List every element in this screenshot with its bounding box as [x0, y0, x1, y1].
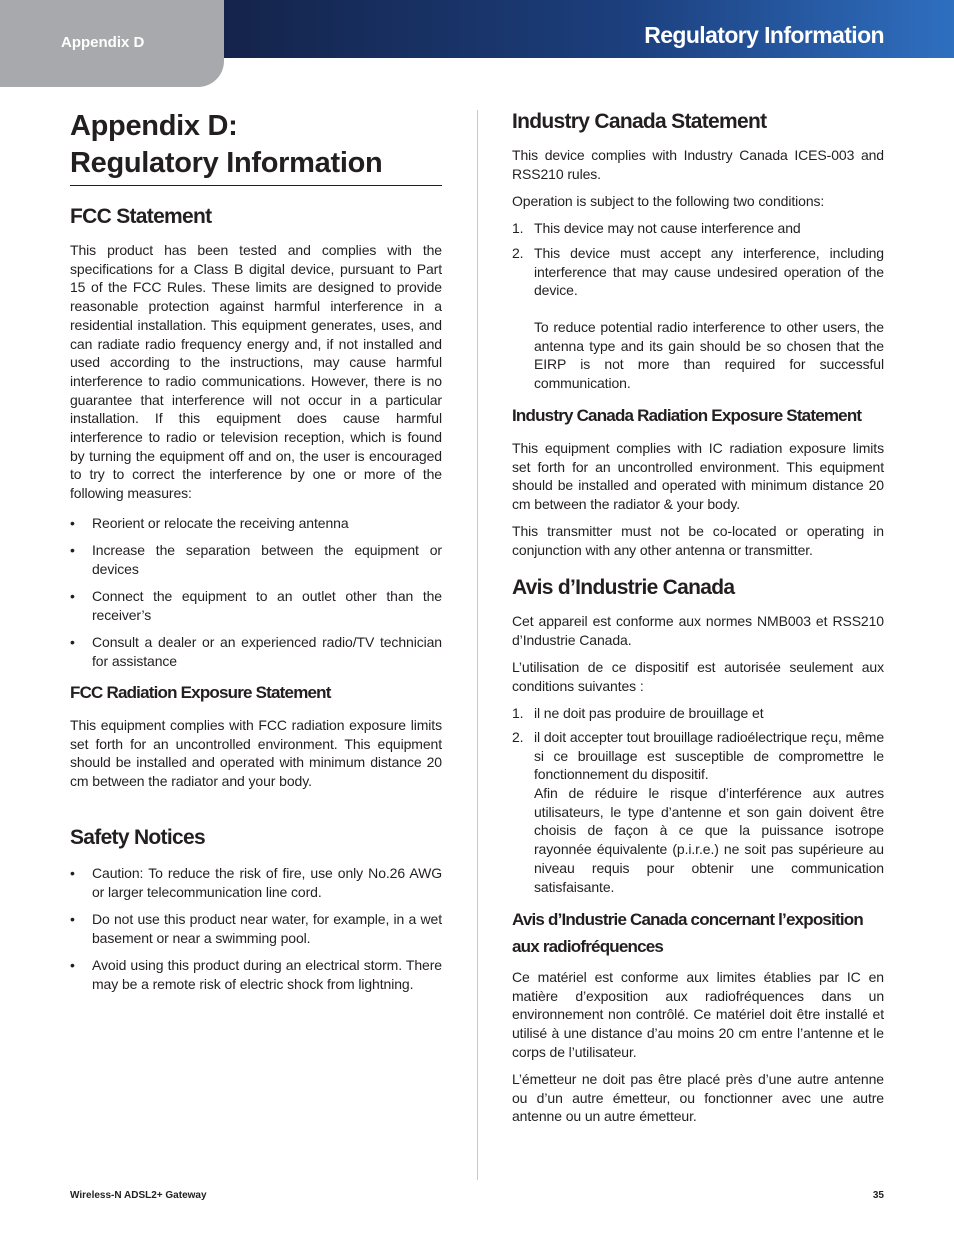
list-item [70, 633, 442, 670]
avis-heading: Avis d’Industrie Canada [512, 576, 735, 599]
list-item-text: Increase the separation between the equipment or devices [92, 542, 442, 577]
list-item-text: il doit accepter tout brouillage radioélectrique reçu, même si ce brouillage est susceptible de compromettre le fonctionnement du dispositif. [534, 729, 884, 783]
avis-radiation-heading-line2: aux radiofréquences [512, 937, 664, 956]
list-item [70, 541, 442, 578]
ic-heading: Industry Canada Statement [512, 110, 767, 133]
list-item-text: Consult a dealer or an experienced radio/TV technician for assistance [92, 634, 442, 669]
ic-radiation-text-1: This equipment complies with IC radiation exposure limits set forth for an uncontrolled environment. This equipment should be installed and operated with minimum distance 20 cm between the radiator & your body. [512, 440, 884, 513]
list-number: 1. [512, 220, 524, 236]
bullet-icon: • [70, 634, 75, 650]
page-title-line2: Regulatory Information [70, 147, 383, 179]
bullet-icon: • [70, 542, 75, 558]
avis-radiation-text-1: Ce matériel est conforme aux limites établies par IC en matière d’exposition aux radiofréquences dans un environnement non contrôlé. Ce matériel doit être installé et utilisé à une distance d’au moins 20 cm entre l’antenne et le corps de l’utilisateur. [512, 969, 884, 1060]
list-item [70, 956, 442, 993]
column-divider [477, 110, 478, 1180]
page-title-line1: Appendix D: [70, 110, 238, 142]
list-item-text: Caution: To reduce the risk of fire, use only No.26 AWG or larger telecommunication line cord. [92, 865, 442, 900]
fcc-radiation-text: This equipment complies with FCC radiation exposure limits set forth for an uncontrolled environment. This equipment should be installed and operated with minimum distance 20 cm between the radiator and your body. [70, 717, 442, 790]
section-tab [0, 0, 224, 87]
section-tab-label: Appendix D [61, 34, 145, 51]
bullet-icon: • [70, 911, 75, 927]
list-number: 1. [512, 705, 524, 721]
list-item-text: Reorient or relocate the receiving antenna [92, 515, 349, 531]
footer-page-number: 35 [872, 1190, 884, 1201]
ic-note: To reduce potential radio interference to other users, the antenna type and its gain should be so chosen that the EIRP is not more than required for successful communication. [534, 319, 884, 392]
header-banner [224, 0, 954, 58]
ic-text-2: Operation is subject to the following two conditions: [512, 193, 825, 209]
list-item [512, 704, 884, 723]
avis-text-2: L’utilisation de ce dispositif est autorisée seulement aux conditions suivantes : [512, 659, 884, 694]
list-number: 2. [512, 729, 524, 745]
bullet-icon: • [70, 957, 75, 973]
avis-radiation-text-2: L’émetteur ne doit pas être placé près d’une autre antenne ou d’un autre émetteur, ou fonctionner avec une autre antenne ou un autre émetteur. [512, 1071, 884, 1125]
list-item-text: This device may not cause interference and [534, 220, 801, 236]
banner-title: Regulatory Information [644, 22, 884, 48]
ic-text-1: This device complies with Industry Canada ICES-003 and RSS210 rules. [512, 147, 884, 182]
avis-radiation-heading [512, 906, 884, 960]
list-item [512, 728, 884, 784]
fcc-radiation-heading: FCC Radiation Exposure Statement [70, 683, 331, 702]
list-item [70, 864, 442, 901]
list-item-text: Connect the equipment to an outlet other than the receiver’s [92, 588, 442, 623]
bullet-icon: • [70, 588, 75, 604]
bullet-icon: • [70, 865, 75, 881]
list-item [512, 219, 884, 238]
list-item [512, 244, 884, 300]
list-item-text: This device must accept any interference, including interference that may cause undesired operation of the device. [534, 245, 884, 299]
footer-product: Wireless-N ADSL2+ Gateway [70, 1190, 207, 1201]
list-item-text: il ne doit pas produire de brouillage et [534, 705, 764, 721]
list-item [70, 514, 442, 533]
list-item-text: Avoid using this product during an electrical storm. There may be a remote risk of electric shock from lightning. [92, 957, 442, 992]
list-item [70, 910, 442, 947]
list-item [70, 587, 442, 624]
page-title [70, 108, 442, 186]
avis-note: Afin de réduire le risque d’interférence aux autres utilisateurs, le type d’antenne et son gain doivent être choisis de façon à ce que la puissance isotrope rayonnée équivalente (p.i.r.e.) ne soit pas supérieure au niveau requis pour obtenir une communication satisfaisante. [534, 785, 884, 895]
list-item-text: Do not use this product near water, for example, in a wet basement or near a swimming pool. [92, 911, 442, 946]
ic-radiation-text-2: This transmitter must not be co-located or operating in conjunction with any other antenna or transmitter. [512, 523, 884, 558]
list-number: 2. [512, 245, 524, 261]
safety-heading: Safety Notices [70, 826, 205, 849]
avis-radiation-heading-line1: Avis d’Industrie Canada concernant l’exposition [512, 910, 863, 929]
bullet-icon: • [70, 515, 75, 531]
ic-radiation-heading: Industry Canada Radiation Exposure Statement [512, 406, 862, 425]
fcc-heading: FCC Statement [70, 205, 212, 228]
fcc-text: This product has been tested and complies with the specifications for a Class B digital device, pursuant to Part 15 of the FCC Rules. These limits are designed to provide reasonable protection against harmful interference in a residential installation. This equipment generates, uses, and can radiate radio frequency energy and, if not installed and used according to the instructions, may cause harmful interference to radio communications. However, there is no guarantee that interference will not occur in a particular installation. If this equipment does cause harmful interference to radio or television reception, which is found by turning the equipment off and on, the user is encouraged to try to correct the interference by one or more of the following measures: [70, 242, 442, 502]
avis-text-1: Cet appareil est conforme aux normes NMB003 et RSS210 d’Industrie Canada. [512, 613, 884, 648]
